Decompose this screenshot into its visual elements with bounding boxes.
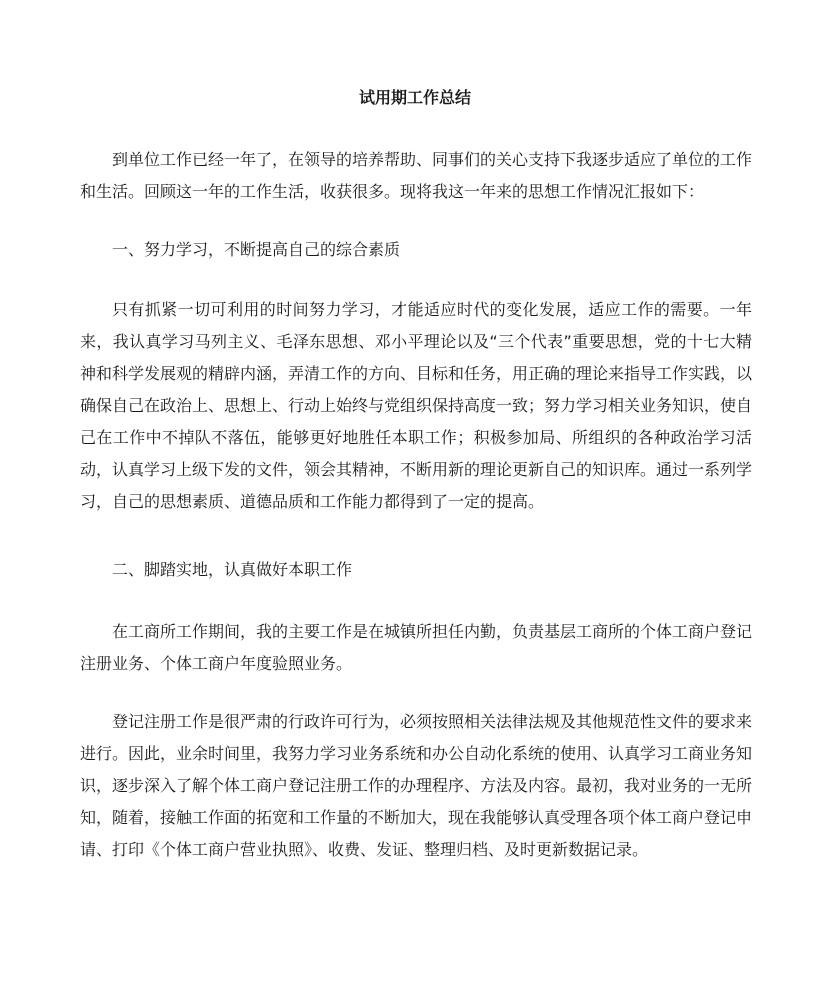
- section-heading-2: 二、脚踏实地，认真做好本职工作: [112, 560, 353, 579]
- section-heading-1: 一、努力学习，不断提高自己的综合素质: [112, 240, 401, 259]
- study-paragraph: 只有抓紧一切可利用的时间努力学习，才能适应时代的变化发展，适应工作的需要。一年来，我认真学习马列主义、毛泽东思想、邓小平理论以及“三个代表”重要思想，党的十七大精神和科学发展观的精辟内涵，弄清工作的方向、目标和任务，用正确的理论来指导工作实践，以确保自己在政治上、思想上、行动上始终与党组织保持高度一致；努力学习相关业务知识，使自己在工作中不掉队不落伍，能够更好地胜任本职工作；积极参加局、所组织的各种政治学习活动，认真学习上级下发的文件，领会其精神，不断用新的理论更新自己的知识库。通过一系列学习，自己的思想素质、道德品质和工作能力都得到了一定的提高。: [80, 300, 753, 511]
- intro-paragraph: 到单位工作已经一年了，在领导的培养帮助、同事们的关心支持下我逐步适应了单位的工作和生活。回顾这一年的工作生活，收获很多。现将我这一年来的思想工作情况汇报如下：: [80, 150, 753, 201]
- registration-paragraph: 登记注册工作是很严肃的行政许可行为，必须按照相关法律法规及其他规范性文件的要求来进行。因此，业余时间里，我努力学习业务系统和办公自动化系统的使用、认真学习工商业务知识，逐步深入了解个体工商户登记注册工作的办理程序、方法及内容。最初，我对业务的一无所知，随着，接触工作面的拓宽和工作量的不断加大，现在我能够认真受理各项个体工商户登记申请、打印《个体工商户营业执照》、收费、发证、整理归档、及时更新数据记录。: [80, 712, 753, 859]
- duty-paragraph: 在工商所工作期间，我的主要工作是在城镇所担任内勤，负责基层工商所的个体工商户登记注册业务、个体工商户年度验照业务。: [80, 622, 753, 673]
- document-title: 试用期工作总结: [358, 88, 471, 107]
